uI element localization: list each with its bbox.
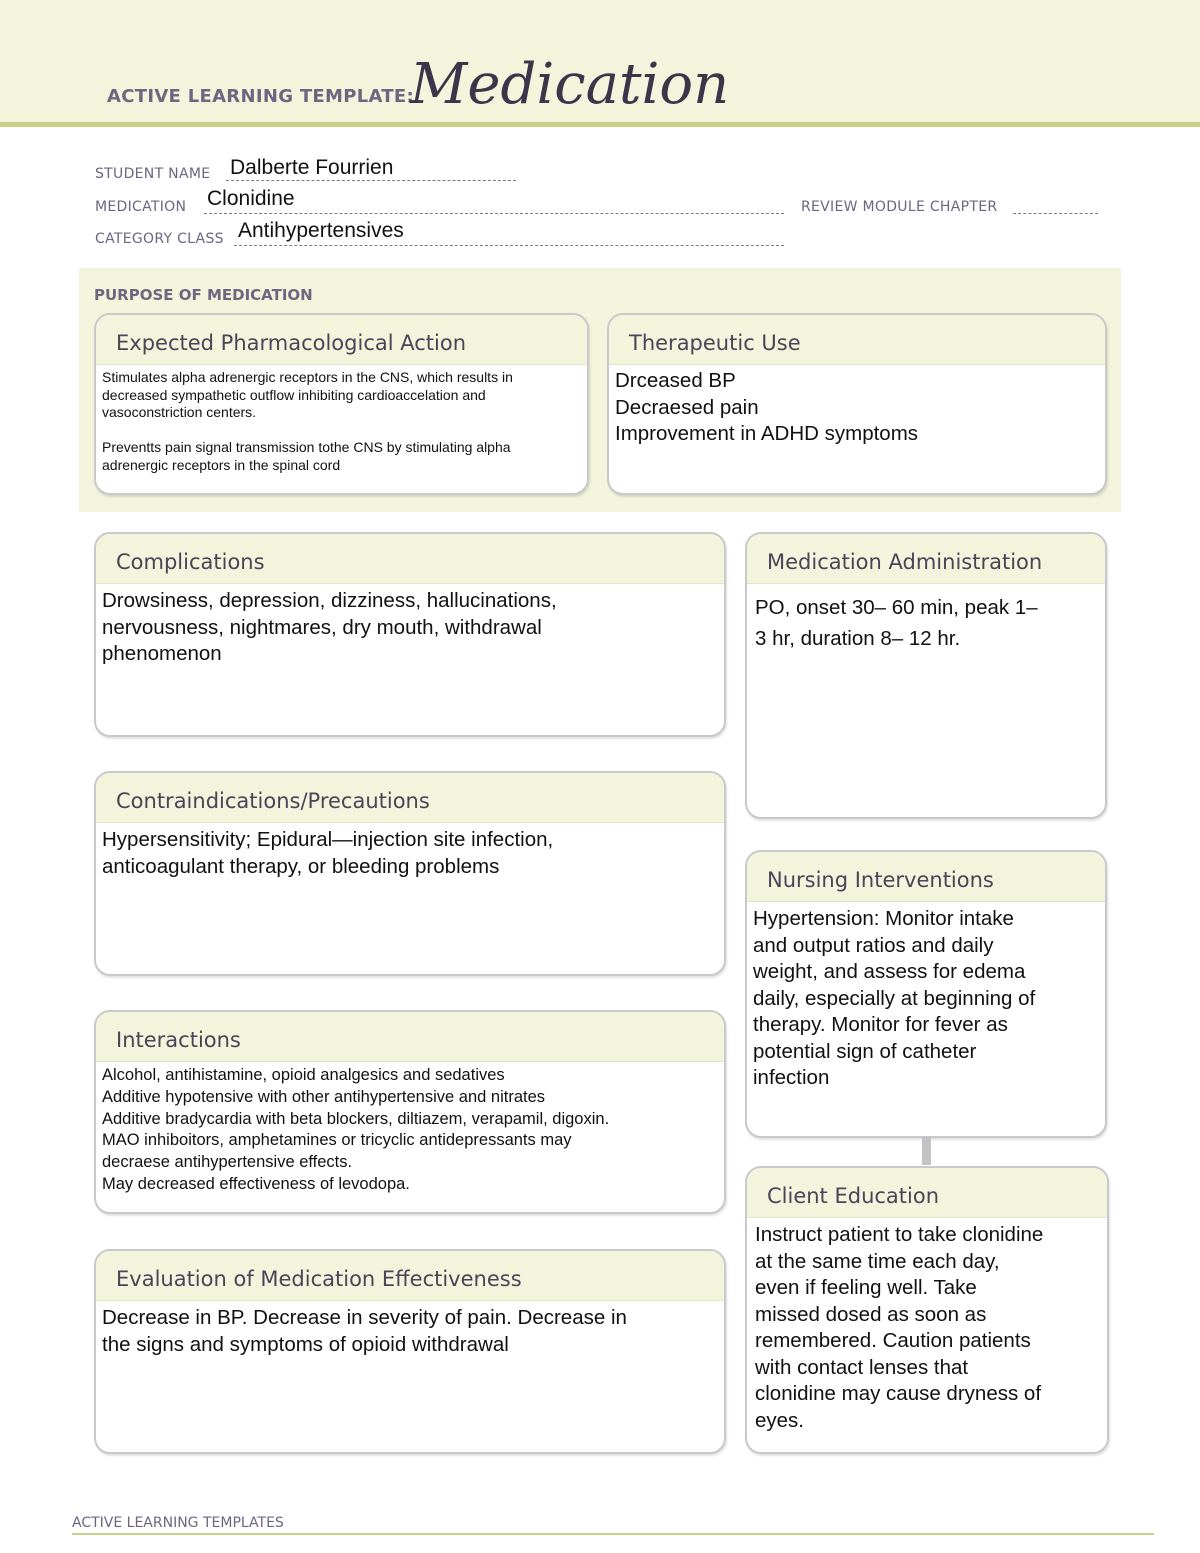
- category-class-line: [234, 245, 784, 246]
- footer-label: ACTIVE LEARNING TEMPLATES: [72, 1515, 284, 1531]
- evaluation-box: [94, 1249, 726, 1454]
- review-module-line: [1013, 213, 1098, 214]
- category-class-label: CATEGORY CLASS: [95, 231, 224, 247]
- contraindications-box: [94, 771, 726, 976]
- medication-label: MEDICATION: [95, 199, 187, 215]
- expected-action-text[interactable]: Stimulates alpha adrenergic receptors in the CNS, which results in decreased sympathetic outflow inhibiting cardioaccelation and vasoconstriction centers. Preventts pain signal transmission tothe CNS by stimulating alpha adrenergic receptors in the spinal cord: [102, 369, 513, 473]
- interactions-heading: Interactions: [96, 1012, 724, 1062]
- interactions-text[interactable]: Alcohol, antihistamine, opioid analgesics and sedatives Additive hypotensive with other antihypertensive and nitrates Additive bradycardia with beta blockers, diltiazem, verapamil, digoxin. MAO inhiboitors, amphetamines or tricyclic antidepressants may decraese antihypertensive effects. May decreased effectiveness of levodopa.: [102, 1066, 610, 1193]
- evaluation-heading: Evaluation of Medication Effectiveness: [96, 1251, 724, 1301]
- category-class-value[interactable]: Antihypertensives: [238, 219, 404, 242]
- medication-value[interactable]: Clonidine: [207, 187, 295, 210]
- student-name-label: STUDENT NAME: [95, 166, 211, 182]
- nursing-interventions-box: [745, 850, 1107, 1138]
- interactions-box: [94, 1010, 726, 1214]
- student-name-line: [226, 180, 516, 181]
- evaluation-text[interactable]: Decrease in BP. Decrease in severity of pain. Decrease in the signs and symptoms of opioid withdrawal: [102, 1306, 627, 1356]
- complications-box: [94, 532, 726, 737]
- expected-action-box: [94, 313, 589, 495]
- client-education-text[interactable]: Instruct patient to take clonidine at the same time each day, even if feeling well. Take missed dosed as soon as remembered. Caution patients with contact lenses that clonidine may cause dryness of eyes.: [755, 1223, 1044, 1432]
- medication-line: [204, 213, 784, 214]
- purpose-title: PURPOSE OF MEDICATION: [94, 286, 313, 304]
- complications-heading: Complications: [96, 534, 724, 584]
- page-title: Medication: [410, 52, 730, 117]
- footer-rule: [72, 1533, 1154, 1535]
- therapeutic-use-box: [607, 313, 1107, 495]
- client-education-heading: Client Education: [747, 1168, 1107, 1218]
- expected-action-heading: Expected Pharmacological Action: [96, 315, 587, 365]
- complications-text[interactable]: Drowsiness, depression, dizziness, hallucinations, nervousness, nightmares, dry mouth, withdrawal phenomenon: [102, 589, 557, 665]
- student-name-value[interactable]: Dalberte Fourrien: [230, 156, 394, 179]
- contraindications-heading: Contraindications/Precautions: [96, 773, 724, 823]
- therapeutic-use-heading: Therapeutic Use: [609, 315, 1105, 365]
- contraindications-text[interactable]: Hypersensitivity; Epidural—injection site infection, anticoagulant therapy, or bleeding problems: [102, 828, 554, 878]
- administration-box: [745, 532, 1107, 819]
- therapeutic-use-text[interactable]: Drceased BP Decraesed pain Improvement in ADHD symptoms: [615, 369, 919, 445]
- template-label: ACTIVE LEARNING TEMPLATE:: [107, 86, 414, 107]
- nursing-interventions-text[interactable]: Hypertension: Monitor intake and output ratios and daily weight, and assess for edema daily, especially at beginning of therapy. Monitor for fever as potential sign of catheter infection: [753, 907, 1036, 1089]
- client-education-box: [745, 1166, 1109, 1454]
- administration-heading: Medication Administration: [747, 534, 1105, 584]
- review-module-label: REVIEW MODULE CHAPTER: [801, 199, 998, 215]
- header-rule: [0, 122, 1200, 127]
- administration-text[interactable]: PO, onset 30– 60 min, peak 1– 3 hr, duration 8– 12 hr.: [755, 596, 1038, 650]
- nursing-interventions-heading: Nursing Interventions: [747, 852, 1105, 902]
- connector-bar: [922, 1137, 931, 1165]
